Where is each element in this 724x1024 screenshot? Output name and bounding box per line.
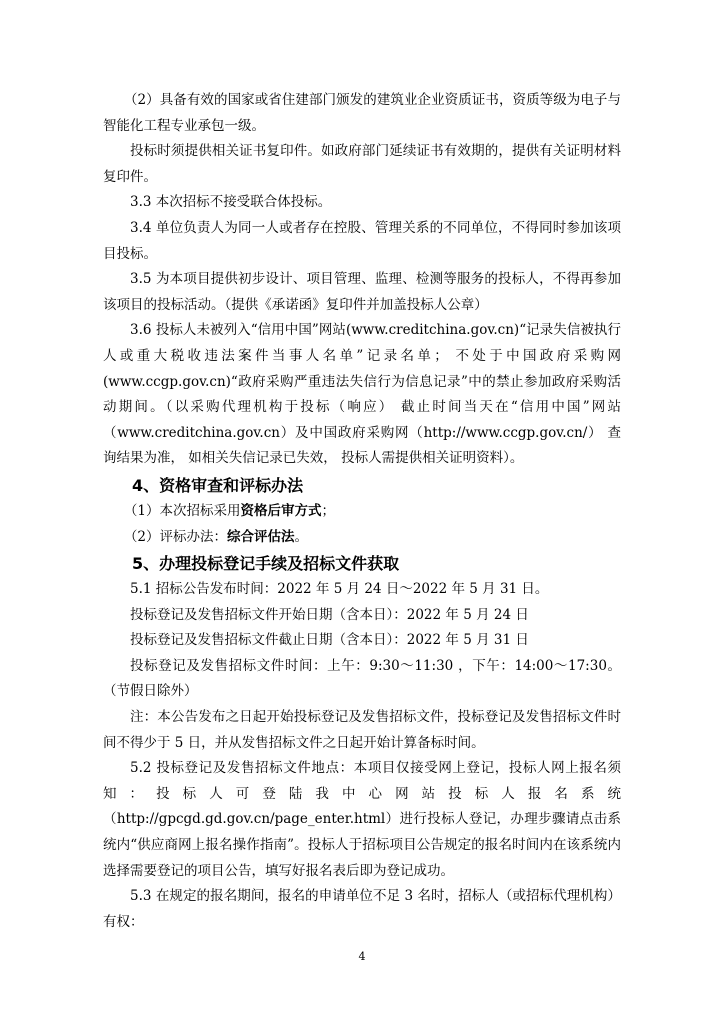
paragraph-reg-end: 投标登记及发售招标文件截止日期（含本日）：2022 年 5 月 31 日 xyxy=(130,632,529,649)
paragraph-qualification-cert: （2）具备有效的国家或省住建部门颁发的建筑业企业资质证书，资质等级为电子与智能化工程专业承包一级。 xyxy=(103,92,621,134)
paragraph-3-5: 3.5 为本项目提供初步设计、项目管理、监理、检测等服务的投标人，不得再参加该项目的投标活动。（提供《承诺函》复印件并加盖投标人公章） xyxy=(103,271,621,313)
section-5-heading: 5、办理投标登记手续及招标文件获取 xyxy=(132,554,400,574)
paragraph-5-3: 5.3 在规定的报名期间，报名的申请单位不足 3 名时，招标人（或招标代理机构）有权： xyxy=(103,888,621,930)
item-2-prefix: （2）评标办法： xyxy=(123,528,228,545)
item-1-bold: 资格后审方式 xyxy=(240,502,322,519)
paragraph-cert-copy: 投标时须提供相关证书复印件。如政府部门延续证书有效期的，提供有关证明材料复印件。 xyxy=(103,143,621,185)
item-1-suffix: ； xyxy=(321,502,336,519)
section-4-item-1 xyxy=(103,499,621,525)
item-2-suffix: 。 xyxy=(294,528,309,545)
item-1-prefix: （1）本次招标采用 xyxy=(123,502,241,519)
paragraph-3-6: 3.6 投标人未被列入“信用中国”网站(www.creditchina.gov.cn)“记录失信被执行人或重大税收违法案件当事人名单”记录名单； 不处于中国政府采购网(www.ccgp.gov.cn)“政府采购严重违法失信行为信息记录”中的禁止参加政府采购活动期间。（以采购代理机构于投标（响应） 截止时间当天在“信用中国”网站（www.creditchina.gov.cn）及中国政府采购网（http://www.ccgp.gov.cn/） 查询结果为准， 如相关失信记录已失效， 投标人需提供相关证明资料）。 xyxy=(103,322,621,467)
paragraph-note: 注：本公告发布之日起开始投标登记及发售招标文件，投标登记及发售招标文件时间不得少于 5 日，并从发售招标文件之日起开始计算备标时间。 xyxy=(103,709,621,751)
document-body xyxy=(103,88,621,935)
section-4-item-2 xyxy=(103,525,621,551)
paragraph-5-1: 5.1 招标公告发布时间：2022 年 5 月 24 日～2022 年 5 月 31 日。 xyxy=(130,581,549,598)
paragraph-5-2: 5.2 投标登记及发售招标文件地点：本项目仅接受网上登记，投标人网上报名须知：投标人可登陆我中心网站投标人报名系统（http://gpcgd.gd.gov.cn/page_enter.html）进行投标人登记，办理步骤请点击系统内“供应商网上报名操作指南”。投标人于招标项目公告规定的报名时间内在该系统内选择需要登记的项目公告，填写好报名表后即为登记成功。 xyxy=(103,760,621,879)
paragraph-3-4: 3.4 单位负责人为同一人或者存在控股、管理关系的不同单位，不得同时参加该项目投标。 xyxy=(103,219,621,262)
item-2-bold: 综合评估法 xyxy=(227,528,295,545)
paragraph-reg-time: 投标登记及发售招标文件时间：上午：9:30～11:30 ，下午：14:00～17:30。（节假日除外） xyxy=(103,657,621,700)
page-number: 4 xyxy=(358,950,366,963)
paragraph-reg-start: 投标登记及发售招标文件开始日期（含本日）：2022 年 5 月 24 日 xyxy=(130,606,529,623)
section-4-heading: 4、资格审查和评标办法 xyxy=(132,475,304,495)
paragraph-3-3: 3.3 本次招标不接受联合体投标。 xyxy=(130,194,332,211)
